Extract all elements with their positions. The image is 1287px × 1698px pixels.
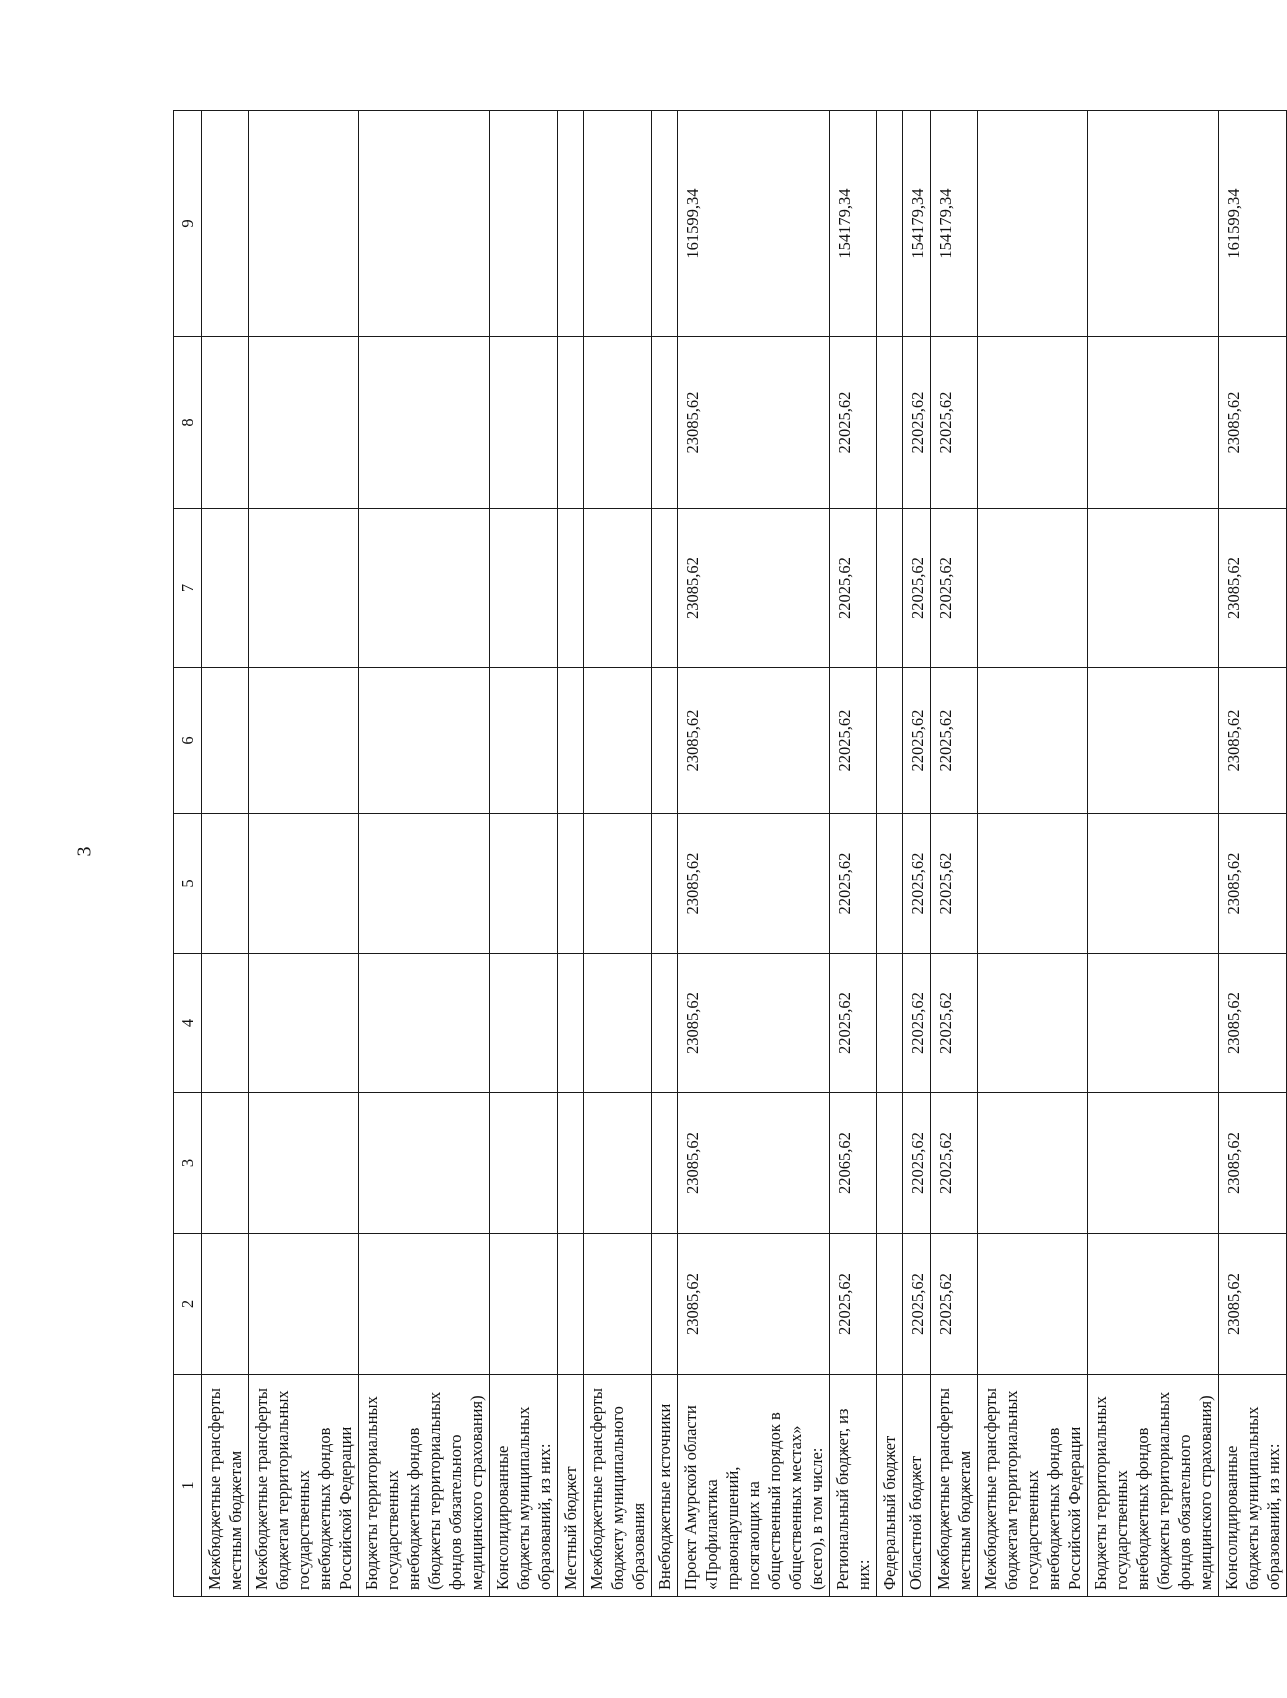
table-row: [830, 111, 877, 1597]
value-cell: [490, 668, 558, 814]
column-number-header: 1: [174, 1375, 202, 1597]
value-cell: 154179,34: [903, 111, 931, 337]
column-number-header: 5: [174, 814, 202, 954]
value-cell: [877, 111, 903, 337]
value-cell: [202, 814, 249, 954]
value-cell: [249, 814, 359, 954]
value-cell: [202, 668, 249, 814]
value-cell: 22025,62: [903, 337, 931, 509]
value-cell: 22025,62: [830, 954, 877, 1093]
value-cell: [584, 954, 652, 1093]
value-cell: [249, 509, 359, 668]
value-cell: 23085,62: [678, 509, 830, 668]
value-cell: 22025,62: [830, 814, 877, 954]
value-cell: 23085,62: [678, 954, 830, 1093]
row-label: Бюджеты территориальных государственных внебюджетных фондов (бюджеты территориальных фондов обязательного медицинского страхования): [1088, 1375, 1219, 1597]
value-cell: 22025,62: [931, 954, 978, 1093]
value-cell: 22025,62: [931, 337, 978, 509]
table-row: [931, 111, 978, 1597]
value-cell: [877, 1234, 903, 1375]
table-row: [678, 111, 830, 1597]
value-cell: [490, 509, 558, 668]
row-label: Межбюджетные трансферты местным бюджетам: [202, 1375, 249, 1597]
value-cell: 22025,62: [903, 954, 931, 1093]
column-number-header: 4: [174, 954, 202, 1093]
row-label: Межбюджетные трансферты местным бюджетам: [931, 1375, 978, 1597]
value-cell: [877, 814, 903, 954]
value-cell: 22025,62: [903, 1093, 931, 1234]
table-row: [1219, 111, 1287, 1597]
header-row: [174, 111, 202, 1597]
value-cell: [359, 1093, 490, 1234]
value-cell: [202, 1093, 249, 1234]
row-label: Проект Амурской области «Профилактика правонарушений, посягающих на общественный порядок в общественных местах» (всего), в том числе:: [678, 1375, 830, 1597]
value-cell: [202, 111, 249, 337]
row-label: Межбюджетные трансферты бюджету муниципального образования: [584, 1375, 652, 1597]
value-cell: [978, 111, 1088, 337]
value-cell: 23085,62: [678, 1093, 830, 1234]
value-cell: [652, 1234, 678, 1375]
value-cell: [490, 337, 558, 509]
row-label: Местный бюджет: [558, 1375, 584, 1597]
value-cell: 161599,34: [1219, 111, 1287, 337]
value-cell: [877, 954, 903, 1093]
value-cell: 23085,62: [1219, 1234, 1287, 1375]
value-cell: 23085,62: [678, 814, 830, 954]
value-cell: [1088, 111, 1219, 337]
table-row: [877, 111, 903, 1597]
table-row: [1088, 111, 1219, 1597]
value-cell: 22025,62: [903, 668, 931, 814]
value-cell: 22065,62: [830, 1093, 877, 1234]
value-cell: [490, 1093, 558, 1234]
column-number-header: 7: [174, 509, 202, 668]
value-cell: [978, 1234, 1088, 1375]
value-cell: 22025,62: [830, 337, 877, 509]
value-cell: 22025,62: [830, 509, 877, 668]
value-cell: [978, 954, 1088, 1093]
value-cell: [1088, 337, 1219, 509]
value-cell: 23085,62: [678, 337, 830, 509]
value-cell: [359, 337, 490, 509]
rotated-table-container: [173, 111, 1283, 1597]
value-cell: [1088, 668, 1219, 814]
value-cell: [584, 111, 652, 337]
value-cell: 22025,62: [931, 1093, 978, 1234]
value-cell: 23085,62: [1219, 509, 1287, 668]
row-label: Региональный бюджет, из них:: [830, 1375, 877, 1597]
value-cell: 23085,62: [1219, 954, 1287, 1093]
value-cell: [249, 111, 359, 337]
value-cell: [1088, 509, 1219, 668]
value-cell: [202, 954, 249, 1093]
value-cell: [359, 814, 490, 954]
value-cell: [652, 1093, 678, 1234]
column-number-header: 8: [174, 337, 202, 509]
value-cell: 23085,62: [678, 668, 830, 814]
value-cell: 154179,34: [931, 111, 978, 337]
value-cell: [202, 509, 249, 668]
value-cell: [359, 1234, 490, 1375]
value-cell: 22025,62: [830, 1234, 877, 1375]
value-cell: [558, 814, 584, 954]
column-number-header: 2: [174, 1234, 202, 1375]
value-cell: [978, 814, 1088, 954]
value-cell: [877, 337, 903, 509]
page-number: 3: [73, 846, 96, 857]
value-cell: [249, 337, 359, 509]
value-cell: 23085,62: [1219, 337, 1287, 509]
value-cell: 22025,62: [830, 668, 877, 814]
column-number-header: 6: [174, 668, 202, 814]
value-cell: [558, 954, 584, 1093]
table-row: [490, 111, 558, 1597]
value-cell: [359, 954, 490, 1093]
value-cell: [978, 509, 1088, 668]
row-label: Внебюджетные источники: [652, 1375, 678, 1597]
value-cell: [877, 509, 903, 668]
row-label: Федеральный бюджет: [877, 1375, 903, 1597]
value-cell: [359, 509, 490, 668]
value-cell: [978, 337, 1088, 509]
value-cell: [490, 954, 558, 1093]
table-row: [359, 111, 490, 1597]
value-cell: [652, 337, 678, 509]
value-cell: [652, 954, 678, 1093]
value-cell: 154179,34: [830, 111, 877, 337]
column-number-header: 9: [174, 111, 202, 337]
value-cell: [978, 668, 1088, 814]
value-cell: 22025,62: [931, 1234, 978, 1375]
table-row: [249, 111, 359, 1597]
column-number-header: 3: [174, 1093, 202, 1234]
row-label: Консолидированные бюджеты муниципальных образований, из них:: [1219, 1375, 1287, 1597]
value-cell: 22025,62: [931, 668, 978, 814]
value-cell: [652, 814, 678, 954]
value-cell: [359, 111, 490, 337]
value-cell: 23085,62: [1219, 668, 1287, 814]
value-cell: [558, 1093, 584, 1234]
value-cell: [584, 337, 652, 509]
table-row: [903, 111, 931, 1597]
value-cell: [877, 1093, 903, 1234]
value-cell: [490, 1234, 558, 1375]
value-cell: [584, 814, 652, 954]
value-cell: 22025,62: [903, 814, 931, 954]
value-cell: [584, 509, 652, 668]
value-cell: [249, 668, 359, 814]
value-cell: [1088, 1234, 1219, 1375]
row-label: Межбюджетные трансферты бюджетам территориальных государственных внебюджетных фондов Российской Федерации: [978, 1375, 1088, 1597]
value-cell: [652, 668, 678, 814]
value-cell: [490, 814, 558, 954]
value-cell: [584, 668, 652, 814]
value-cell: [558, 337, 584, 509]
row-label: Межбюджетные трансферты бюджетам территориальных государственных внебюджетных фондов Российской Федерации: [249, 1375, 359, 1597]
table-row: [584, 111, 652, 1597]
value-cell: [1088, 954, 1219, 1093]
value-cell: [584, 1234, 652, 1375]
value-cell: [558, 111, 584, 337]
value-cell: 22025,62: [903, 509, 931, 668]
table-row: [202, 111, 249, 1597]
value-cell: [249, 1093, 359, 1234]
value-cell: [249, 1234, 359, 1375]
value-cell: [202, 337, 249, 509]
value-cell: [584, 1093, 652, 1234]
value-cell: [877, 668, 903, 814]
value-cell: [359, 668, 490, 814]
value-cell: 22025,62: [931, 509, 978, 668]
value-cell: [978, 1093, 1088, 1234]
budget-table: [173, 110, 1287, 1597]
value-cell: 23085,62: [678, 1234, 830, 1375]
table-row: [652, 111, 678, 1597]
row-label: Бюджеты территориальных государственных внебюджетных фондов (бюджеты территориальных фондов обязательного медицинского страхования): [359, 1375, 490, 1597]
value-cell: 22025,62: [903, 1234, 931, 1375]
value-cell: 23085,62: [1219, 1093, 1287, 1234]
value-cell: 22025,62: [931, 814, 978, 954]
value-cell: [652, 111, 678, 337]
value-cell: [1088, 814, 1219, 954]
value-cell: [249, 954, 359, 1093]
row-label: Консолидированные бюджеты муниципальных образований, из них:: [490, 1375, 558, 1597]
value-cell: 161599,34: [678, 111, 830, 337]
value-cell: [558, 668, 584, 814]
value-cell: 23085,62: [1219, 814, 1287, 954]
value-cell: [1088, 1093, 1219, 1234]
value-cell: [490, 111, 558, 337]
row-label: Областной бюджет: [903, 1375, 931, 1597]
value-cell: [558, 1234, 584, 1375]
value-cell: [652, 509, 678, 668]
table-row: [558, 111, 584, 1597]
value-cell: [558, 509, 584, 668]
table-row: [978, 111, 1088, 1597]
value-cell: [202, 1234, 249, 1375]
